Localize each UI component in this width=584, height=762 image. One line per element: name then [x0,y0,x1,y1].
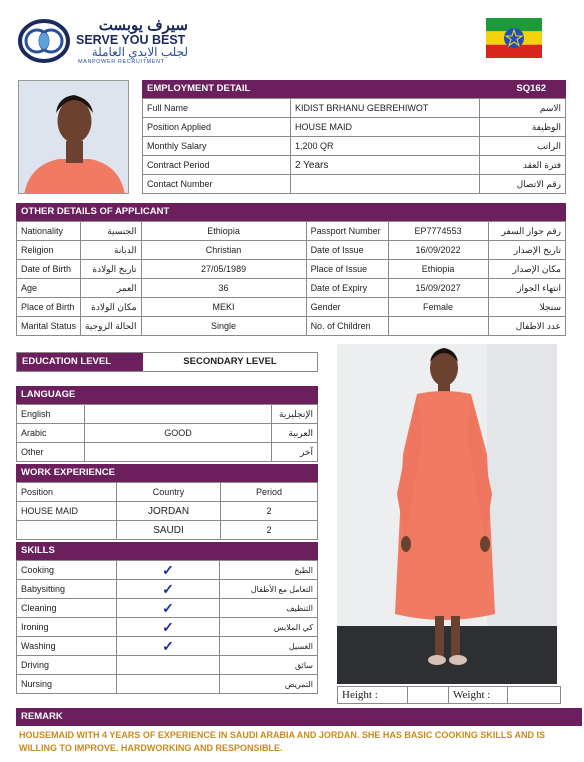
check-icon [117,656,220,675]
education-level-label: EDUCATION LEVEL [17,353,143,371]
row-label: Age [17,279,81,298]
row-label-arabic: التمريض [220,675,318,694]
table-row [17,618,318,637]
row-value: MEKI [141,298,306,317]
table-row [17,279,566,298]
row-value: 2 Years [291,156,480,175]
row-label: Contact Number [143,175,291,194]
employment-detail-section [142,80,566,194]
height-label: Height : [338,687,408,703]
row-label: Religion [17,241,81,260]
row-label: Passport Number [306,222,388,241]
row-label: Washing [17,637,117,656]
table-row [17,298,566,317]
work-experience-header: WORK EXPERIENCE [16,464,318,482]
row-label-arabic: الوظيفة [480,118,566,137]
row-value: 2 [221,521,318,540]
row-label: Monthly Salary [143,137,291,156]
check-icon: ✓ [117,637,220,656]
height-value [408,687,448,703]
row-label-arabic: الطبخ [220,561,318,580]
row-label-arabic: العربية [272,424,318,443]
remark-section [16,708,582,755]
row-value: SAUDI [117,521,221,540]
table-row [17,580,318,599]
skills-header: SKILLS [16,542,318,560]
column-header: Period [221,483,318,502]
table-row [17,521,318,540]
row-value: Ethiopia [388,260,488,279]
other-details-table [16,221,566,336]
row-label: Other [17,443,85,462]
row-label: Date of Expiry [306,279,388,298]
table-row [17,317,566,336]
employment-detail-title: EMPLOYMENT DETAIL [147,83,251,94]
row-label-arabic: تاريخ الإصدار [488,241,565,260]
row-label: Contract Period [143,156,291,175]
row-label: Cooking [17,561,117,580]
row-value: 1,200 QR [291,137,480,156]
table-row [17,405,318,424]
row-label: Full Name [143,99,291,118]
row-label-arabic: تاريخ الولادة [81,260,142,279]
work-experience-section [16,464,318,540]
table-row [17,260,566,279]
column-header: Position [17,483,117,502]
row-label-arabic: الراتب [480,137,566,156]
company-logo [18,16,238,68]
row-value: KIDIST BRHANU GEBREHIWOT [291,99,480,118]
remark-text: HOUSEMAID WITH 4 YEARS OF EXPERIENCE IN SAUDI ARABIA AND JORDAN. SHE HAS BASIC COOKING SKILLS AND IS WILLING TO IMPROVE. HARDWORKING AND RESPONSIBLE. [19,730,546,753]
table-row [17,241,566,260]
table-row [17,561,318,580]
language-section [16,386,318,462]
education-level-row [16,352,318,372]
row-label-arabic: الجنسية [81,222,142,241]
check-icon: ✓ [117,618,220,637]
row-value: EP7774553 [388,222,488,241]
check-icon: ✓ [117,561,220,580]
row-label-arabic: الغسيل [220,637,318,656]
weight-label: Weight : [448,687,508,703]
row-label: Ironing [17,618,117,637]
measurements-row [337,686,561,704]
table-header-row [17,483,318,502]
row-value [291,175,480,194]
row-label: Date of Issue [306,241,388,260]
weight-value [508,687,560,703]
row-label: Gender [306,298,388,317]
table-row [17,222,566,241]
applicant-full-body-photo [337,344,557,684]
row-label-arabic: الإنجليزية [272,405,318,424]
row-label: Marital Status [17,317,81,336]
logo-arabic: سيرف يوبست [98,17,188,34]
employment-detail-header [142,80,566,98]
row-label-arabic: سنجلا [488,298,565,317]
row-value: 36 [141,279,306,298]
ethiopia-flag-icon [486,18,542,58]
row-label-arabic: رقم الاتصال [480,175,566,194]
row-label: Arabic [17,424,85,443]
table-row [17,599,318,618]
table-row [143,175,566,194]
row-label-arabic: سائق [220,656,318,675]
reference-code: SQ162 [516,83,546,94]
row-label-arabic: آخر [272,443,318,462]
row-value: 2 [221,502,318,521]
logo-emblem-icon [18,18,70,64]
row-value [388,317,488,336]
row-label-arabic: كي الملابس [220,618,318,637]
logo-subtitle: MANPOWER RECRUITMENT [78,59,165,65]
remark-header: REMARK [16,708,582,726]
table-row [17,443,318,462]
language-header: LANGUAGE [16,386,318,404]
row-value [17,521,117,540]
table-row [17,502,318,521]
row-value: 16/09/2022 [388,241,488,260]
row-label-arabic: التنظيف [220,599,318,618]
row-value: Christian [141,241,306,260]
row-value [85,443,272,462]
table-row [143,156,566,175]
row-label-arabic: الحالة الزوجية [81,317,142,336]
other-details-header: OTHER DETAILS OF APPLICANT [16,203,566,221]
table-row [143,99,566,118]
row-value: GOOD [85,424,272,443]
other-details-section [16,203,566,336]
row-value: Ethiopia [141,222,306,241]
table-row [17,637,318,656]
row-value: JORDAN [117,502,221,521]
check-icon: ✓ [117,580,220,599]
row-label-arabic: مكان الولادة [81,298,142,317]
row-label-arabic: مكان الإصدار [488,260,565,279]
table-row [143,118,566,137]
check-icon: ✓ [117,599,220,618]
table-row [17,424,318,443]
row-label: Cleaning [17,599,117,618]
row-label: English [17,405,85,424]
row-label-arabic: رقم جواز السفر [488,222,565,241]
row-value: Female [388,298,488,317]
row-label: Place of Birth [17,298,81,317]
row-value: 15/09/2027 [388,279,488,298]
logo-title: SERVE YOU BEST [76,33,186,47]
row-label: Babysitting [17,580,117,599]
row-label-arabic: عدد الاطفال [488,317,565,336]
table-row [17,656,318,675]
row-label: Nursing [17,675,117,694]
education-level-value: SECONDARY LEVEL [183,356,277,367]
row-label-arabic: انتهاء الجواز [488,279,565,298]
row-label-arabic: فترة العقد [480,156,566,175]
table-row [143,137,566,156]
work-experience-table [16,482,318,540]
row-label-arabic: التعامل مع الأطفال [220,580,318,599]
row-value [85,405,272,424]
row-label-arabic: العمر [81,279,142,298]
row-label: Position Applied [143,118,291,137]
table-row [17,675,318,694]
row-label: No. of Children [306,317,388,336]
row-label: Nationality [17,222,81,241]
row-label: Date of Birth [17,260,81,279]
employment-table [142,98,566,194]
row-value: Single [141,317,306,336]
logo-arabic-sub: لجلب الايدي العاملة [91,45,188,59]
row-value: 27/05/1989 [141,260,306,279]
row-label-arabic: الاسم [480,99,566,118]
row-value: HOUSE MAID [17,502,117,521]
check-icon [117,675,220,694]
row-label: Place of Issue [306,260,388,279]
row-label-arabic: الديانة [81,241,142,260]
column-header: Country [117,483,221,502]
row-value: HOUSE MAID [291,118,480,137]
skills-section [16,542,318,694]
language-table [16,404,318,462]
skills-table [16,560,318,694]
row-label: Driving [17,656,117,675]
applicant-portrait [18,80,129,194]
